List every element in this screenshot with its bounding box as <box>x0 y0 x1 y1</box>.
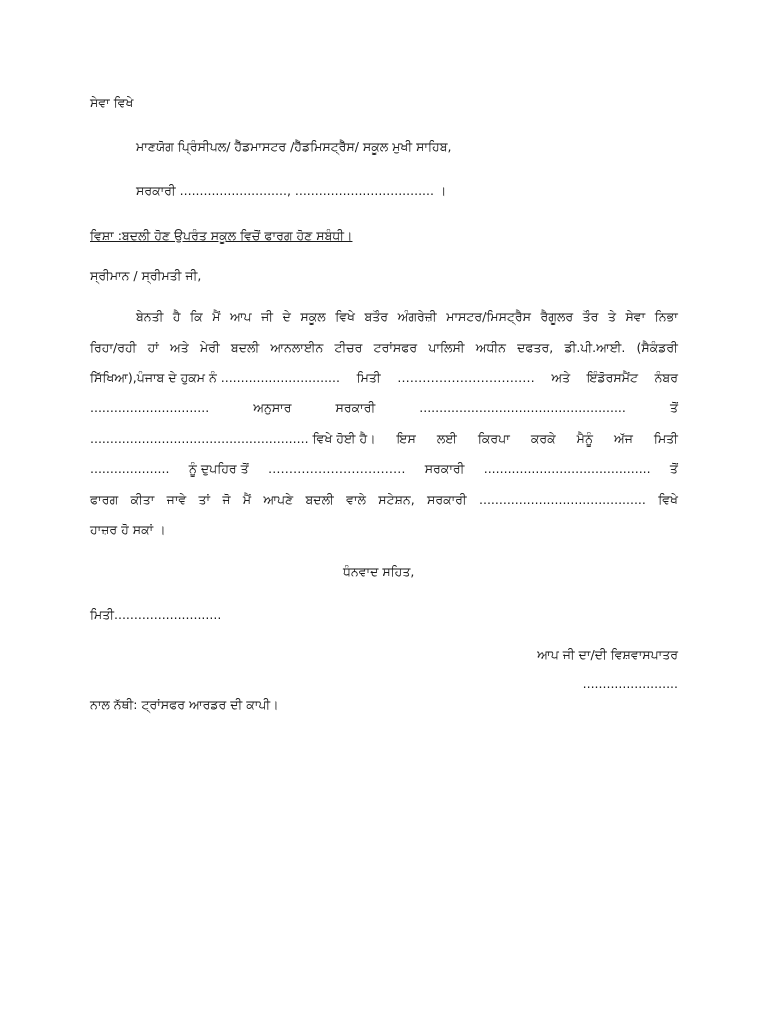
word: ਨਿਭਾ <box>654 309 678 324</box>
word: ਮੈਂ <box>242 492 252 507</box>
word: ਸੇਵਾ <box>625 309 646 324</box>
word: ਰਿਹਾ/ਰਹੀ <box>90 340 137 355</box>
word: ਵਿਖੇ <box>658 492 678 507</box>
word: ਪਾਲਿਸੀ <box>428 340 465 355</box>
word: ਤੇ <box>607 309 616 324</box>
word: ਆਨਲਾਈਨ <box>270 340 324 355</box>
word: .............................. <box>90 400 210 415</box>
word: ਟਰਾਂਸਫਰ <box>373 340 418 355</box>
word: ਨੂੰ ਦੁਪਹਿਰ ਤੋਂ <box>188 461 249 476</box>
word: ਅੱਜ <box>614 431 633 446</box>
word: ਰੈਗੂਲਰ <box>540 309 574 324</box>
body-line-7 <box>90 492 678 508</box>
word: .......................................... <box>479 492 646 507</box>
thanks-line: ਧੰਨਵਾਦ ਸਹਿਤ, <box>343 564 415 579</box>
word: ਵਿਖੇ <box>335 309 355 324</box>
word: .................... <box>90 461 170 476</box>
body-line-6 <box>90 461 678 477</box>
word: ਸਿੱਖਿਆ),ਪੰਜਾਬ ਦੇ ਹੁਕਮ ਨੰ .............................. <box>90 370 340 385</box>
subject-line: ਵਿਸ਼ਾ :ਬਦਲੀ ਹੋਣ ਉਪਰੰਤ ਸਕੂਲ ਵਿਚੋਂ ਫਾਰਗ ਹੋਣ ਸਬੰਧੀ। <box>90 228 353 243</box>
word: ਇਸ <box>396 431 416 446</box>
word: ਅਤੇ <box>170 340 189 355</box>
word: ....................................................... ਵਿਖੇ ਹੋਈ ਹੈ। <box>90 431 376 446</box>
greeting: ਸ੍ਰੀਮਾਨ / ਸ੍ਰੀਮਤੀ ਜੀ, <box>90 268 202 283</box>
word: ਕੀਤਾ <box>130 492 155 507</box>
word: ਕਰਕੇ <box>530 431 556 446</box>
body-line-1 <box>136 309 678 325</box>
word: ਸਰਕਾਰੀ <box>427 492 467 507</box>
word: ਮਿਤੀ <box>653 431 678 446</box>
word: ਨੰਬਰ <box>654 370 678 385</box>
word: ਅੰਗਰੇਜ਼ੀ <box>397 309 437 324</box>
word: ਕਿ <box>190 309 203 324</box>
word: ਫਾਰਗ <box>90 492 119 507</box>
body-line-2 <box>90 340 678 356</box>
word: .......................................... <box>483 461 651 476</box>
date-line: ਮਿਤੀ........................... <box>90 607 222 622</box>
word: ਅਨੁਸਾਰ <box>253 400 292 415</box>
word: …………………………… <box>397 370 535 385</box>
word: ਸਰਕਾਰੀ <box>335 400 376 415</box>
word: ਤੋਂ <box>669 400 678 415</box>
word: ਬੇਨਤੀ <box>136 309 164 324</box>
signoff: ਆਪ ਜੀ ਦਾ/ਦੀ ਵਿਸ਼ਵਾਸਪਾਤਰ <box>537 647 678 662</box>
word: ਹੈ <box>172 309 181 324</box>
word: ਆਪਣੇ <box>263 492 294 507</box>
word: ਸਰਕਾਰੀ <box>424 461 465 476</box>
body-line-5 <box>90 431 678 447</box>
word: ਕਿਰਪਾ <box>477 431 510 446</box>
word: ਅਤੇ <box>551 370 571 385</box>
word: (ਸੈਕੰਡਰੀ <box>636 340 678 355</box>
word: ਸਟੇਸ਼ਨ, <box>378 492 415 507</box>
word: ਤਾਂ <box>198 492 211 507</box>
word: ਬਦਲੀ <box>305 492 334 507</box>
word: ਮਿਤੀ <box>356 370 381 385</box>
word: ਡੀ.ਪੀ.ਆਈ. <box>564 340 626 355</box>
word: …………………………… <box>267 461 406 476</box>
word: ਇੰਡੋਰਸਮੈਂਟ <box>586 370 638 385</box>
word: .................................................... <box>419 400 626 415</box>
word: ਟੀਚਰ <box>334 340 363 355</box>
school-line: ਸਰਕਾਰੀ ..........................., ................................... । <box>136 183 447 198</box>
word: ਹਾਂ <box>147 340 159 355</box>
word: ਜਾਵੇ <box>166 492 187 507</box>
word: ਲਈ <box>436 431 457 446</box>
body-line-4 <box>90 400 678 416</box>
word: ਦਫਤਰ, <box>517 340 554 355</box>
word: ਬਤੌਰ <box>364 309 389 324</box>
word: ਜੋ <box>222 492 231 507</box>
word: ਜੀ <box>261 309 274 324</box>
word: ਮੈਨੂੰ <box>576 431 593 446</box>
word: ਦੇ <box>282 309 291 324</box>
body-line-8: ਹਾਜ਼ਰ ਹੋ ਸਕਾਂ । <box>90 522 166 537</box>
word: ਬਦਲੀ <box>230 340 260 355</box>
word: ਤੌਰ <box>582 309 599 324</box>
word: ਅਧੀਨ <box>475 340 506 355</box>
word: ਆਪ <box>229 309 252 324</box>
word: ਮੇਰੀ <box>199 340 220 355</box>
word: ਵਾਲੇ <box>346 492 366 507</box>
salutation-to: ਸੇਵਾ ਵਿਖੇ <box>90 95 134 110</box>
word: ਮੈਂ <box>212 309 221 324</box>
signature-blank: ........................ <box>582 676 678 691</box>
enclosure-note: ਨਾਲ ਨੱਥੀ: ਟ੍ਰਾਂਸਫਰ ਆਰਡਰ ਦੀ ਕਾਪੀ। <box>90 697 279 712</box>
word: ਤੋਂ <box>669 461 678 476</box>
addressee: ਮਾਣਯੋਗ ਪ੍ਰਿੰਸੀਪਲ/ ਹੈੱਡਮਾਸਟਰ /ਹੈੱਡਮਿਸਟ੍ਰੈੱਸ/ ਸਕੂਲ ਮੁਖੀ ਸਾਹਿਬ, <box>136 139 452 154</box>
word: ਮਾਸਟਰ/ਮਿਸਟ੍ਰੈਸ <box>446 309 531 324</box>
word: ਸਕੂਲ <box>300 309 326 324</box>
body-line-3 <box>90 370 678 386</box>
